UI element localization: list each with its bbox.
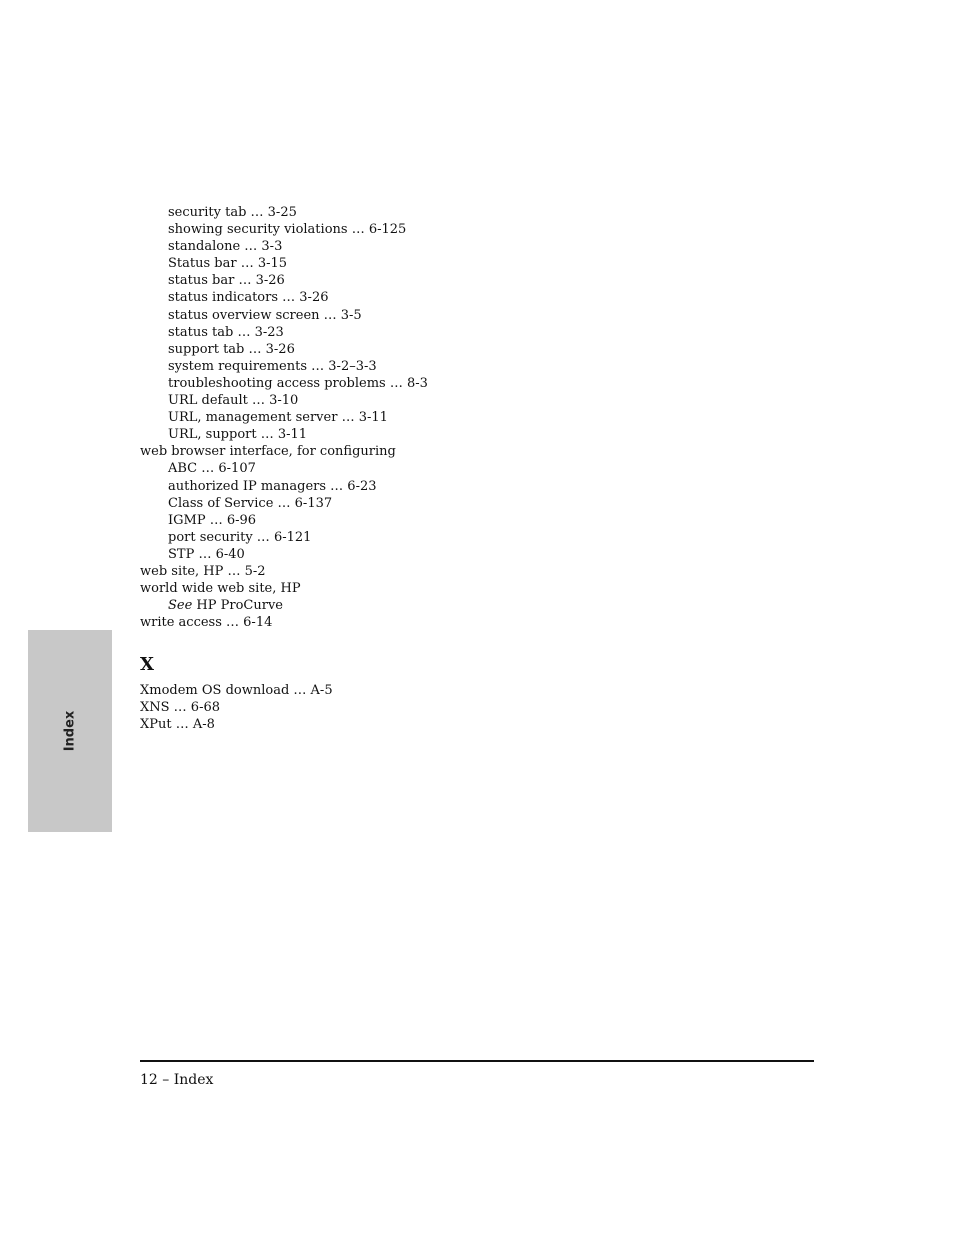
index-subentry <box>140 289 820 306</box>
index-subentry <box>140 597 820 614</box>
letter-heading-x: X <box>140 654 154 675</box>
index-entry-text: web site, HP … 5-2 <box>140 563 266 579</box>
index-subentry <box>140 324 820 341</box>
index-entry-text: support tab … 3-26 <box>168 341 295 357</box>
index-entry-text: showing security violations … 6-125 <box>168 222 407 238</box>
index-entry-text: XPut … A-8 <box>140 717 215 733</box>
index-entry-text: ABC … 6-107 <box>168 461 256 477</box>
index-entry-text: URL, management server … 3-11 <box>168 410 388 426</box>
index-subentry <box>140 478 820 495</box>
index-subentry <box>140 460 820 477</box>
index-subentry <box>140 512 820 529</box>
index-subentry <box>140 272 820 289</box>
index-subentry <box>140 392 820 409</box>
index-subentry <box>140 307 820 324</box>
index-entry-text: URL default … 3-10 <box>168 393 299 409</box>
index-subentry <box>140 238 820 255</box>
index-side-tab <box>28 630 112 832</box>
index-entry <box>140 580 820 597</box>
index-entry-text: security tab … 3-25 <box>168 205 297 220</box>
index-entry-text: IGMP … 6-96 <box>168 512 257 528</box>
index-entry <box>140 716 333 733</box>
index-subentry <box>140 255 820 272</box>
index-entry-text: authorized IP managers … 6-23 <box>168 478 377 494</box>
index-entry-text: web browser interface, for configuring <box>140 444 396 460</box>
index-subentry <box>140 529 820 546</box>
index-entry <box>140 699 333 716</box>
index-entry-text: Status bar … 3-15 <box>168 256 288 272</box>
index-subentry <box>140 495 820 512</box>
index-subentry <box>140 375 820 392</box>
index-entries-x <box>140 682 333 733</box>
index-entry <box>140 614 820 631</box>
index-entry <box>140 563 820 580</box>
index-subentry <box>140 204 820 221</box>
index-entry-text: world wide web site, HP <box>140 581 301 597</box>
index-entry-text: write access … 6-14 <box>140 615 273 631</box>
index-entry-text: system requirements … 3-2–3-3 <box>168 358 377 374</box>
footer-rule <box>140 1060 814 1062</box>
page-footer: 12 – Index <box>140 1072 214 1088</box>
index-subentry <box>140 426 820 443</box>
index-entry-text: status indicators … 3-26 <box>168 290 329 306</box>
index-entry-text: status tab … 3-23 <box>168 324 284 340</box>
index-subentry <box>140 221 820 238</box>
index-entries-w <box>140 204 820 631</box>
see-reference-label: See <box>168 598 193 614</box>
index-entry-text: Xmodem OS download … A-5 <box>140 683 333 698</box>
index-subentry <box>140 358 820 375</box>
index-entry-text: standalone … 3-3 <box>168 239 283 255</box>
index-entry-text: XNS … 6-68 <box>140 700 221 716</box>
index-entry <box>140 682 333 699</box>
index-entry-text: troubleshooting access problems … 8-3 <box>168 375 428 391</box>
side-tab-label: Index <box>62 710 78 752</box>
index-entry-text: URL, support … 3-11 <box>168 427 308 443</box>
index-entry-text: HP ProCurve <box>192 598 284 614</box>
index-entry <box>140 443 820 460</box>
index-entry-text: status overview screen … 3-5 <box>168 307 362 323</box>
index-entry-text: STP … 6-40 <box>168 546 245 562</box>
index-entry-text: port security … 6-121 <box>168 529 312 545</box>
index-entry-text: Class of Service … 6-137 <box>168 495 333 511</box>
index-entry-text: status bar … 3-26 <box>168 273 285 289</box>
index-subentry <box>140 409 820 426</box>
index-subentry <box>140 546 820 563</box>
index-subentry <box>140 341 820 358</box>
